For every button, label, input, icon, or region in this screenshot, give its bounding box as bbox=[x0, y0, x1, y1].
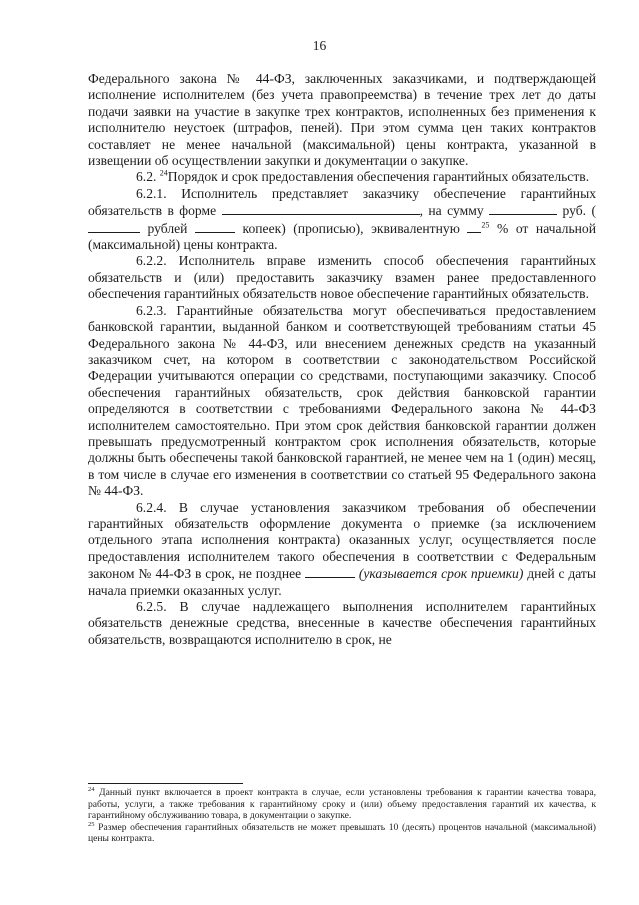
s624-text: 6.2.4. В случае установления заказчиком требования об обеспечении гарантийных обязательств оформление документа о приемке (за исключением отдельного этапа исполнения контракта) оказанных услуг, осуществляется после предоставления исполнителем такого обеспечения в соответствии с Федеральным законом № 44-ФЗ в срок, не позднее bbox=[88, 499, 596, 582]
s621-text-4: рублей bbox=[147, 220, 188, 236]
s621-text-2: , на сумму bbox=[419, 203, 484, 219]
blank-form-field[interactable] bbox=[222, 202, 420, 215]
blank-rubles-field[interactable] bbox=[88, 220, 140, 233]
footnotes bbox=[88, 787, 596, 845]
page-number: 16 bbox=[312, 38, 327, 53]
footnote-text: Данный пункт включается в проект контракта в случае, если установлены требования к гарантии качества товара, работы, услуги, а также требования к гарантийному сроку и (или) объему предоставления гарантий их качества, к гарантийному обслуживанию товара, в документации о закупке. bbox=[88, 787, 596, 822]
blank-amount-field[interactable] bbox=[489, 202, 557, 215]
footnote-ref-25: 25 bbox=[481, 220, 490, 230]
section-6-2-2: 6.2.2. Исполнитель вправе изменить способ обеспечения гарантийных обязательств и (или) предоставить заказчику взамен ранее предоставленного обеспечения гарантийных обязательств новое обеспечение гарантийных обязательств. bbox=[88, 253, 596, 302]
footnote-text: Размер обеспечения гарантийных обязательств не может превышать 10 (десять) процентов начальной (максимальной) цены контракта. bbox=[88, 821, 596, 845]
s624-italic-note: (указывается срок приемки) bbox=[358, 566, 524, 582]
footnote-ref-24: 24 bbox=[159, 168, 168, 178]
section-number: 6.2. bbox=[136, 169, 157, 185]
section-6-2-4 bbox=[88, 500, 596, 599]
section-title: Порядок и срок предоставления обеспечения гарантийных обязательств. bbox=[167, 169, 590, 185]
footnote-divider bbox=[88, 783, 243, 784]
section-6-2-5: 6.2.5. В случае надлежащего выполнения исполнителем гарантийных обязательств денежные средства, внесенные в качестве обеспечения гарантийных обязательств, возвращаются исполнителю в срок, не bbox=[88, 599, 596, 647]
footnote-marker: 25 bbox=[88, 820, 95, 828]
blank-deadline-field[interactable] bbox=[305, 565, 355, 578]
blank-percent-field[interactable] bbox=[467, 220, 481, 233]
blank-kopecks-field[interactable] bbox=[195, 220, 235, 233]
paragraph-intro: Федерального закона № 44-ФЗ, заключенных заказчиками, и подтверждающей исполнение исполнителем (без учета правопреемства) в течение трех лет до даты подачи заявки на участие в закупке трех контрактов, исполненных без применения к исполнителю неустоек (штрафов, пеней). При этом сумма цен таких контрактов составляет не менее начальной (максимальной) цены контракта, указанной в извещении об осуществлении закупки и документации о закупке. bbox=[88, 71, 596, 169]
s621-text-6: % от начальной (максимальной) цены контракта. bbox=[88, 220, 596, 253]
footnote-25 bbox=[88, 822, 596, 845]
s621-text-5: копеек) (прописью), эквивалентную bbox=[242, 220, 460, 236]
contract-body bbox=[88, 71, 596, 648]
section-6-2-3: 6.2.3. Гарантийные обязательства могут обеспечиваться предоставлением банковской гарантии, выданной банком и соответствующей требованиям статьи 45 Федерального закона № 44-ФЗ, или внесением денежных средств на указанный заказчиком счет, на котором в соответствии с законодательством Российской Федерации учитываются операции со средствами, поступающими заказчику. Способ обеспечения гарантийных обязательств, срок действия банковской гарантии определяются в соответствии с требованиями Федерального закона № 44-ФЗ исполнителем самостоятельно. При этом срок действия банковской гарантии должен превышать предусмотренный контрактом срок исполнения обязательств, которые должны быть обеспечены такой банковской гарантией, не менее чем на 1 (один) месяц, в том числе в случае его изменения в соответствии со статьей 95 Федерального закона № 44-ФЗ. bbox=[88, 302, 596, 499]
s621-text-3: руб. ( bbox=[562, 203, 597, 219]
s624-tail: дней с даты начала приемки оказанных услуг. bbox=[88, 566, 597, 598]
footnote-marker: 24 bbox=[88, 785, 95, 793]
section-6-2-1 bbox=[88, 186, 596, 254]
footnote-24 bbox=[88, 787, 596, 822]
section-6-2 bbox=[88, 169, 596, 185]
s621-text-1: 6.2.1. Исполнитель представляет заказчику обеспечение гарантийных обязательств в форме bbox=[88, 185, 596, 219]
